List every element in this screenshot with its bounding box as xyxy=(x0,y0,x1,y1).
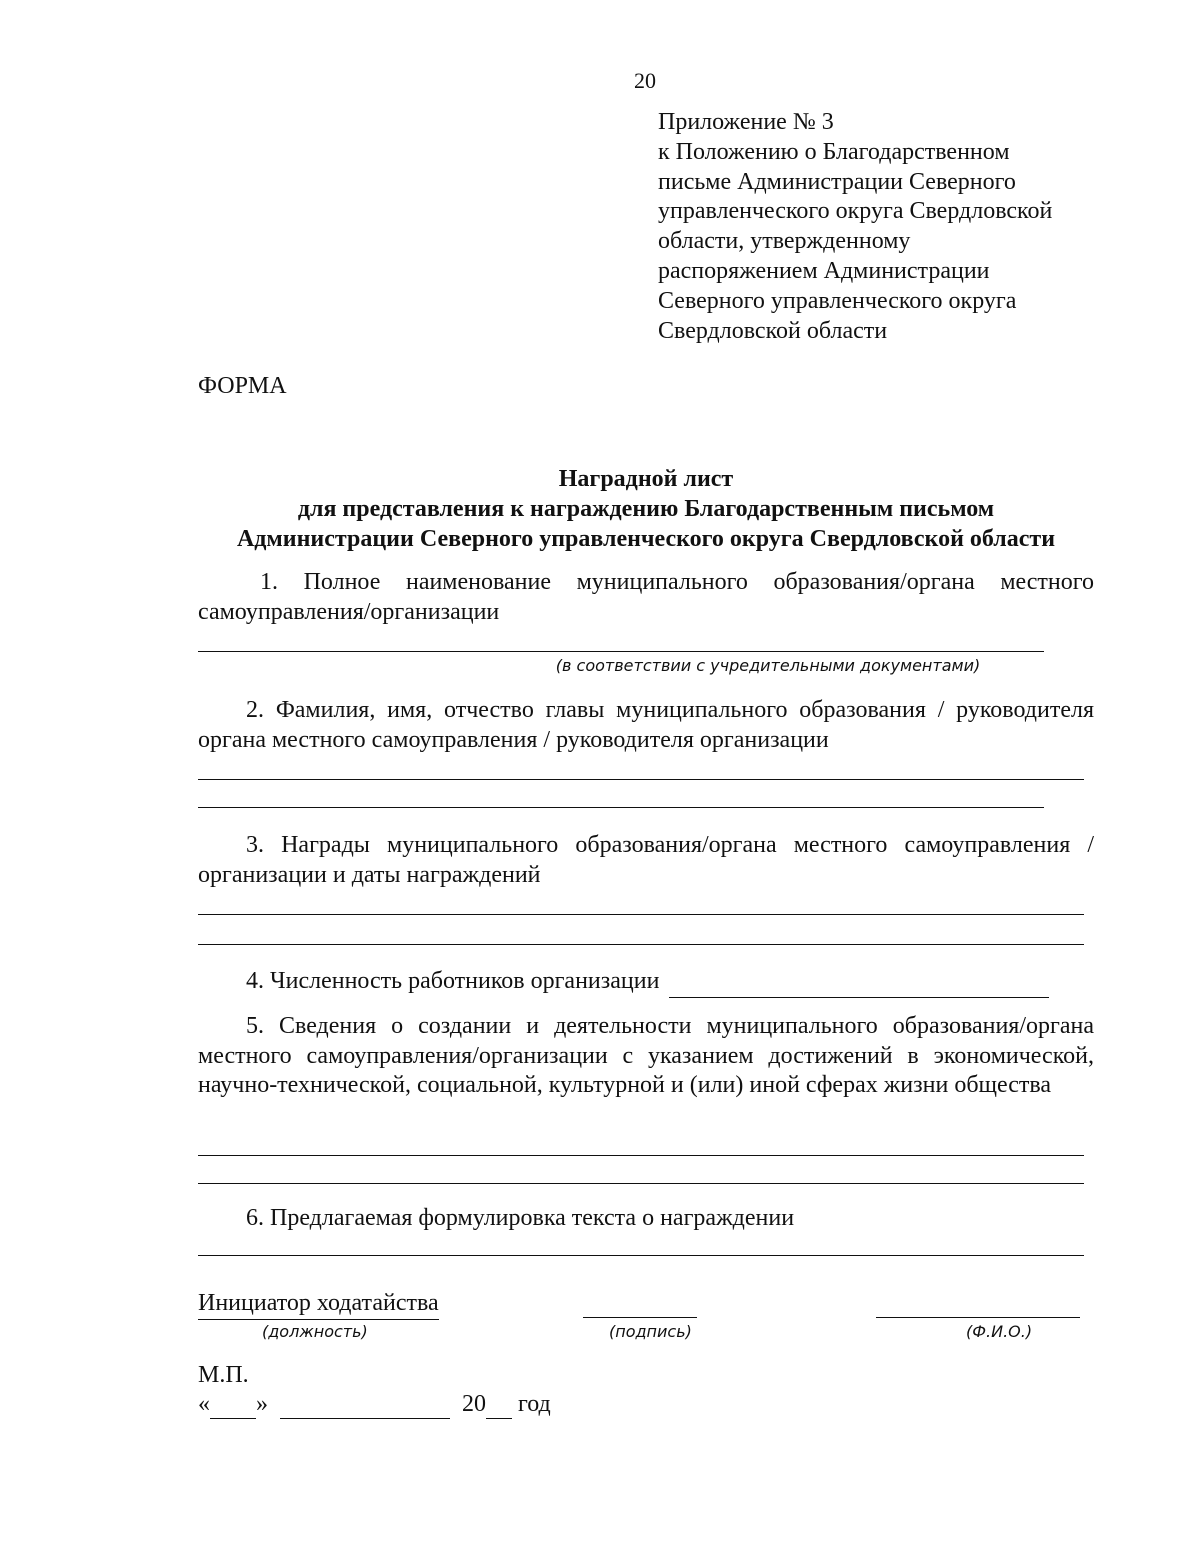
stamp-label: М.П. xyxy=(198,1362,249,1388)
item-6-fill-line[interactable] xyxy=(198,1255,1084,1256)
year-fill-line[interactable] xyxy=(486,1391,512,1419)
appendix-line: распоряжением Администрации xyxy=(658,257,990,284)
item-4-fill-line[interactable] xyxy=(669,967,1049,998)
item-6-text: 6. Предлагаемая формулировка текста о награждении xyxy=(246,1205,795,1231)
item-3-fill-line[interactable] xyxy=(198,914,1084,915)
item-2-text: 2. Фамилия, имя, отчество главы муниципального образования / руководителя органа местного самоуправления / руководителя организации xyxy=(198,697,1094,753)
item-1-text: 1. Полное наименование муниципального образования/органа местного самоуправления/организации xyxy=(198,569,1094,625)
item-5-fill-line[interactable] xyxy=(198,1183,1084,1184)
date-open-quote: « xyxy=(198,1391,210,1417)
item-5-fill-line[interactable] xyxy=(198,1155,1084,1156)
item-2-fill-line[interactable] xyxy=(198,779,1084,780)
appendix-line: Приложение № 3 xyxy=(658,109,834,135)
appendix-header xyxy=(658,108,1052,346)
item-2-fill-line[interactable] xyxy=(198,807,1044,808)
item-1-fill-line[interactable] xyxy=(198,651,1044,652)
date-row xyxy=(198,1391,551,1419)
item-5-text: 5. Сведения о создании и деятельности муниципального образования/органа местного самоуправления/организации с указанием достижений в экономической, научно-технической, социальной, культурной и (или) иной сферах жизни общества xyxy=(198,1013,1094,1098)
item-4-text: 4. Численность работников организации xyxy=(246,968,660,994)
fio-hint: (Ф.И.О.) xyxy=(966,1322,1033,1341)
month-fill-line[interactable] xyxy=(280,1391,450,1419)
item-4-row xyxy=(246,967,1106,998)
form-label: ФОРМА xyxy=(198,373,287,399)
title-line: Наградной лист xyxy=(558,466,734,492)
signature-fill-line[interactable] xyxy=(583,1317,697,1318)
signature-hint: (подпись) xyxy=(609,1322,692,1341)
appendix-line: управленческого округа Свердловской xyxy=(658,198,1053,225)
appendix-line: к Положению о Благодарственном xyxy=(658,138,1010,165)
item-1-hint: (в соответствии с учредительными документами) xyxy=(555,656,981,675)
title-line: для представления к награждению Благодарственным письмом xyxy=(297,496,995,522)
date-close-quote: » xyxy=(256,1391,268,1417)
year-word: год xyxy=(518,1391,551,1417)
page-number: 20 xyxy=(634,68,656,93)
item-3-text: 3. Награды муниципального образования/органа местного самоуправления / организации и даты награждений xyxy=(198,832,1094,888)
appendix-line: Северного управленческого округа xyxy=(658,287,1017,314)
initiator-label: Инициатор ходатайства xyxy=(198,1290,439,1320)
appendix-line: области, утвержденному xyxy=(658,228,911,255)
title-line: Администрации Северного управленческого округа Свердловской области xyxy=(236,526,1056,552)
appendix-line: письме Администрации Северного xyxy=(658,168,1016,195)
position-hint: (должность) xyxy=(262,1322,368,1341)
day-fill-line[interactable] xyxy=(210,1391,256,1419)
appendix-line: Свердловской области xyxy=(658,317,888,344)
fio-fill-line[interactable] xyxy=(876,1317,1080,1318)
year-prefix: 20 xyxy=(462,1391,486,1417)
document-title xyxy=(198,464,1094,554)
item-3-fill-line[interactable] xyxy=(198,944,1084,945)
